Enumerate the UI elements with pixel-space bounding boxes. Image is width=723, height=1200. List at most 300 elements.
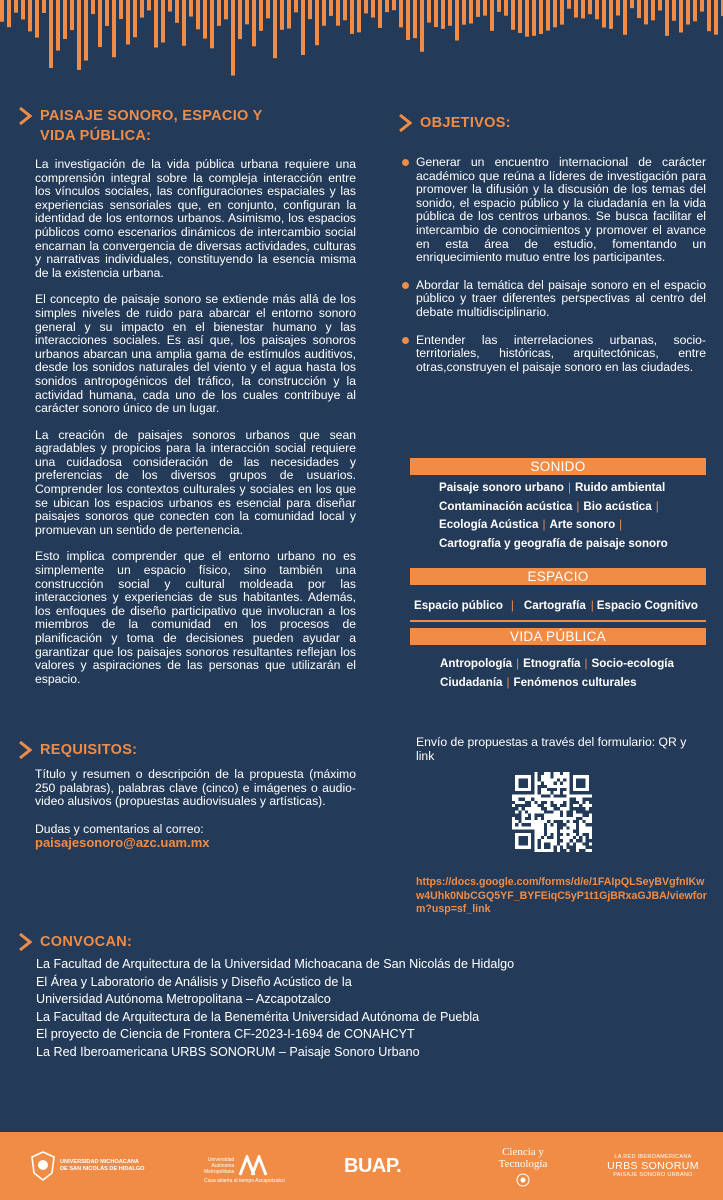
qr-module xyxy=(560,826,563,829)
wave-bar xyxy=(511,0,515,30)
qr-module xyxy=(573,842,576,845)
wave-bar xyxy=(574,0,578,18)
qr-module xyxy=(538,839,541,842)
qr-module xyxy=(579,839,582,842)
qr-module xyxy=(573,798,576,801)
qr-module xyxy=(518,804,521,807)
convocante-line: El proyecto de Ciencia de Frontera CF-2023-I-1694 de CONAHCYT xyxy=(36,1027,415,1042)
qr-module xyxy=(515,804,518,807)
qr-module xyxy=(544,842,547,845)
qr-module xyxy=(560,823,563,826)
submission-text: Envío de propuestas a través del formulario: QR y link xyxy=(416,735,687,763)
qr-module xyxy=(528,814,531,817)
qr-module xyxy=(582,842,585,845)
qr-module xyxy=(541,804,544,807)
vida-publica-topics: Antropología | Etnografía | Socio-ecología Ciudadanía | Fenómenos culturales xyxy=(440,657,674,689)
chevron-right-icon xyxy=(18,933,32,951)
wave-bar xyxy=(497,0,501,12)
wave-bar xyxy=(301,0,305,55)
qr-module xyxy=(579,810,582,813)
qr-module xyxy=(547,846,550,849)
qr-module xyxy=(531,798,534,801)
topic: Contaminación acústica xyxy=(439,499,573,513)
objetivo-item: Generar un encuentro internacional de carácter académico que reúna a líderes de investigación para promover la difusión y la discusión de los temas del sonido, el espacio público y la ciudadanía en la vida pública de los centros urbanos. Se busca facilitar el intercambio de conocimientos y promover el avance en esta área de estudio, fomentando un enriquecimiento mutuo entre los participantes. xyxy=(400,156,706,265)
qr-module xyxy=(560,833,563,836)
umsnh-crest-icon xyxy=(30,1151,56,1181)
contact-label: Dudas y comentarios al correo: xyxy=(35,821,204,836)
qr-module xyxy=(557,839,560,842)
qr-module xyxy=(538,772,541,775)
bullet-dot-icon xyxy=(402,282,409,289)
espacio-band: ESPACIO xyxy=(410,568,706,585)
wave-bar xyxy=(315,0,319,45)
wave-bar xyxy=(329,0,333,16)
convocante-line: El Área y Laboratorio de Análisis y Diseño Acústico de la xyxy=(36,974,352,989)
qr-module xyxy=(573,849,576,852)
qr-module xyxy=(528,801,531,804)
topic: Fenómenos culturales xyxy=(513,675,637,689)
wave-bar xyxy=(217,0,221,26)
qr-module xyxy=(576,833,579,836)
qr-module xyxy=(582,807,585,810)
wave-bar xyxy=(602,0,606,28)
qr-module xyxy=(586,842,589,845)
wave-bar xyxy=(658,0,662,11)
wave-bar xyxy=(392,0,396,10)
qr-module xyxy=(586,814,589,817)
qr-module xyxy=(547,836,550,839)
topic: Paisaje sonoro urbano xyxy=(439,481,564,494)
qr-module xyxy=(518,798,521,801)
wave-bar xyxy=(273,0,277,58)
form-link[interactable]: https://docs.google.com/forms/d/e/1FAIpQLSeyBVgfnIKww4Uhk0NbCGQ5YF_BYFEiqC5yP1t1GjBRxaGJBA/viewform?usp=sf_link xyxy=(416,876,707,915)
qr-module xyxy=(582,814,585,817)
qr-module xyxy=(570,846,573,849)
qr-module xyxy=(582,833,585,836)
qr-module xyxy=(550,836,553,839)
wave-bar xyxy=(126,0,130,44)
wave-bar xyxy=(609,0,613,29)
qr-module xyxy=(538,814,541,817)
uam-emblem-icon xyxy=(238,1155,268,1177)
wave-bar xyxy=(553,0,557,27)
wave-bar xyxy=(567,0,571,9)
qr-module xyxy=(525,810,528,813)
qr-module xyxy=(544,785,547,788)
qr-module xyxy=(522,798,525,801)
qr-module xyxy=(554,849,557,852)
qr-finder xyxy=(518,778,528,788)
wave-bar xyxy=(476,0,480,17)
chevron-right-icon xyxy=(398,114,412,132)
wave-bar xyxy=(665,0,669,36)
qr-module xyxy=(554,846,557,849)
qr-module xyxy=(570,814,573,817)
qr-module xyxy=(528,817,531,820)
objetivos-list xyxy=(400,156,706,388)
wave-bar xyxy=(546,0,550,31)
wave-bar xyxy=(560,0,564,25)
requisitos-heading xyxy=(18,740,137,760)
qr-module xyxy=(576,817,579,820)
qr-module xyxy=(566,810,569,813)
qr-module xyxy=(576,830,579,833)
wave-bar xyxy=(294,0,298,12)
qr-module xyxy=(554,820,557,823)
qr-module xyxy=(557,833,560,836)
wave-bar xyxy=(448,0,452,26)
qr-module xyxy=(557,842,560,845)
qr-module xyxy=(518,814,521,817)
wave-bar xyxy=(175,0,179,23)
qr-module xyxy=(550,775,553,778)
qr-module xyxy=(576,823,579,826)
wave-bar xyxy=(385,0,389,12)
qr-module xyxy=(576,826,579,829)
wave-bar xyxy=(532,0,536,36)
qr-module xyxy=(570,807,573,810)
wave-bar xyxy=(525,0,529,37)
convocante-line: La Red Iberoamericana URBS SONORUM – Paisaje Sonoro Urbano xyxy=(36,1044,420,1059)
qr-module xyxy=(589,823,592,826)
objetivo-item: Abordar la temática del paisaje sonoro en el espacio público y traer diferentes perspectivas al centro del debate multidisciplinario. xyxy=(400,279,706,320)
objetivos-heading xyxy=(398,113,511,133)
wave-bar xyxy=(182,0,186,46)
qr-module xyxy=(563,794,566,797)
qr-module xyxy=(512,810,515,813)
wave-bar xyxy=(133,0,137,37)
wave-bar xyxy=(364,0,368,13)
qr-module xyxy=(566,820,569,823)
bullet-dot-icon xyxy=(402,159,409,166)
wave-bar xyxy=(644,0,648,24)
qr-module xyxy=(541,807,544,810)
chevron-right-icon xyxy=(18,741,32,759)
qr-module xyxy=(586,846,589,849)
qr-module xyxy=(573,801,576,804)
wave-bar xyxy=(483,0,487,16)
topic: Socio-ecología xyxy=(591,657,674,670)
intro-paragraph: La creación de paisajes sonoros urbanos que sean agradables y propicios para la interacción social requiere una cuidadosa consideración de las necesidades y preferencias de los diversos grupos de usuarios. Comprender los contextos culturales y sociales en los que se ubican los espacios urbanos es esencial para diseñar paisajes sonoros que conecten con la comunidad local y promuevan un sentido de pertenencia. xyxy=(35,427,356,537)
intro-paragraph: El concepto de paisaje sonoro se extiende más allá de los simples niveles de ruido para abarcar el entorno sonoro general y su impacto en el bienestar humano y las interacciones sociales. Es así que, los paisajes sonoros urbanos abarcan una amplia gama de estímulos auditivos, desde los sonidos naturales del viento y el agua hasta los sonidos antropogénicos del tráfico, la construcción y la actividad humana, cada uno de los cuales contribuye al carácter sonoro único de un lugar. xyxy=(35,292,356,416)
wave-bar xyxy=(693,0,697,21)
qr-module xyxy=(560,791,563,794)
wave-bar xyxy=(518,0,522,33)
qr-module xyxy=(544,846,547,849)
wave-bar xyxy=(679,0,683,32)
qr-finder xyxy=(576,778,586,788)
qr-module xyxy=(576,820,579,823)
qr-module xyxy=(547,842,550,845)
wave-bar xyxy=(14,0,18,13)
sonido-band: SONIDO xyxy=(410,458,706,475)
qr-module xyxy=(570,804,573,807)
qr-module xyxy=(554,807,557,810)
qr-module xyxy=(541,817,544,820)
qr-module xyxy=(550,823,553,826)
ciencia-tecnologia-logo: Ciencia y Tecnología xyxy=(478,1132,568,1200)
wave-bar xyxy=(231,0,235,76)
qr-module xyxy=(579,807,582,810)
qr-module xyxy=(560,810,563,813)
topic: Cartografía xyxy=(523,599,586,612)
qr-module xyxy=(586,823,589,826)
qr-module xyxy=(538,788,541,791)
wave-bar xyxy=(308,0,312,19)
qr-module xyxy=(586,839,589,842)
convocan-list xyxy=(36,956,596,1062)
wave-bar xyxy=(623,0,627,35)
wave-bar xyxy=(595,0,599,19)
wave-bar xyxy=(700,0,704,12)
qr-module xyxy=(560,839,563,842)
wave-bar xyxy=(651,0,655,20)
topic: Ruido ambiental xyxy=(575,481,666,494)
wave-bar xyxy=(42,0,46,13)
wave-bar xyxy=(63,0,67,39)
intro-paragraph: La investigación de la vida pública urbana requiere una comprensión integral sobre la compleja interacción entre los vínculos sociales, las configuraciones espaciales y las experiencias sensoriales que, en conjunto, configuran la identidad de los entornos urbanos. Asimismo, los espacios públicos como escenarios dinámicos de intercambio social encarnan la convergencia de diversas actividades, culturas y narrativas individuales, constituyendo la esencia misma de la existencia urbana. xyxy=(35,157,356,280)
qr-module xyxy=(557,778,560,781)
wave-bar xyxy=(70,0,74,30)
contact-email-link[interactable]: paisajesonoro@azc.uam.mx xyxy=(35,835,210,851)
qr-module xyxy=(547,820,550,823)
intro-paragraph: Esto implica comprender que el entorno urbano no es simplemente un espacio físico, sino también una construcción social y cultural moldeada por las interacciones y experiencias de sus habitantes. Además, los enfoques de diseño participativo que involucran a los miembros de la comunidad en los procesos de planificación y toma de decisiones pueden ayudar a garantizar que los paisajes sonoros resultantes reflejan los valores y aspiraciones de las personas que utilizarán el espacio. xyxy=(35,549,356,686)
qr-module xyxy=(557,823,560,826)
qr-module xyxy=(512,801,515,804)
qr-module xyxy=(582,798,585,801)
qr-module xyxy=(547,794,550,797)
wave-bar xyxy=(210,0,214,48)
wave-bar xyxy=(462,0,466,25)
qr-module xyxy=(541,772,544,775)
qr-module xyxy=(541,801,544,804)
vida-publica-band: VIDA PÚBLICA xyxy=(410,628,706,645)
qr-module xyxy=(544,794,547,797)
qr-module xyxy=(573,820,576,823)
qr-module xyxy=(557,830,560,833)
qr-module xyxy=(550,791,553,794)
qr-module xyxy=(560,782,563,785)
qr-module xyxy=(515,817,518,820)
qr-module xyxy=(589,807,592,810)
qr-module xyxy=(522,804,525,807)
qr-module xyxy=(560,846,563,849)
intro-title-line1: PAISAJE SONORO, ESPACIO Y xyxy=(40,108,263,124)
qr-module xyxy=(518,817,521,820)
wave-bar xyxy=(266,0,270,18)
qr-module xyxy=(589,839,592,842)
convocante-line: La Facultad de Arquitectura de la Benemérita Universidad Autónoma de Puebla xyxy=(36,1009,480,1024)
wave-bar xyxy=(420,0,424,52)
qr-module xyxy=(544,830,547,833)
soundwave-decoration xyxy=(0,0,723,95)
convocante-line: Universidad Autónoma Metropolitana – Azcapotzalco xyxy=(36,992,331,1007)
intro-title-line2: VIDA PÚBLICA: xyxy=(40,128,152,144)
qr-module xyxy=(522,807,525,810)
wave-bar xyxy=(119,0,123,19)
qr-module xyxy=(579,849,582,852)
topic: Espacio Cognitivo xyxy=(596,599,698,612)
topic: Antropología xyxy=(440,657,513,670)
wave-bar xyxy=(105,0,109,26)
chevron-right-icon xyxy=(18,107,32,125)
qr-module xyxy=(528,804,531,807)
wave-bar xyxy=(189,0,193,17)
requisitos-text: Título y resumen o descripción de la propuesta (máximo 250 palabras), palabras clave (cinco) e imágenes o audio-video alusivos (propuestas audiovisuales y artísticas). xyxy=(35,767,356,809)
qr-code[interactable] xyxy=(512,772,592,852)
qr-module xyxy=(560,814,563,817)
qr-module xyxy=(573,846,576,849)
wave-bar xyxy=(259,0,263,31)
qr-module xyxy=(560,788,563,791)
qr-module xyxy=(570,849,573,852)
wave-bar xyxy=(630,0,634,8)
qr-module xyxy=(570,801,573,804)
requisitos-body xyxy=(35,768,356,850)
wave-bar xyxy=(0,0,4,22)
qr-module xyxy=(560,804,563,807)
wave-bar xyxy=(441,0,445,29)
requisitos-title: REQUISITOS: xyxy=(40,742,138,758)
qr-module xyxy=(573,807,576,810)
wave-bar xyxy=(168,0,172,12)
qr-module xyxy=(582,820,585,823)
qr-module xyxy=(550,810,553,813)
qr-module xyxy=(541,785,544,788)
wave-bar xyxy=(49,0,53,68)
topic: Ecología Acústica xyxy=(439,518,539,531)
seal-icon xyxy=(516,1173,530,1187)
wave-bar xyxy=(539,0,543,34)
wave-bar xyxy=(161,0,165,43)
espacio-topics: Espacio público | Cartografía | Espacio Cognitivo xyxy=(414,599,698,612)
wave-bar xyxy=(714,0,718,35)
qr-module xyxy=(579,817,582,820)
qr-module xyxy=(563,804,566,807)
qr-module xyxy=(570,810,573,813)
qr-module xyxy=(525,801,528,804)
wave-bar xyxy=(343,0,347,20)
qr-module xyxy=(563,849,566,852)
intro-heading xyxy=(18,106,263,146)
wave-bar xyxy=(84,0,88,61)
qr-module xyxy=(570,839,573,842)
wave-bar xyxy=(455,0,459,40)
qr-module xyxy=(550,801,553,804)
wave-bar xyxy=(224,0,228,19)
wave-bar xyxy=(707,0,711,31)
convocan-title: CONVOCAN: xyxy=(40,934,133,950)
qr-module xyxy=(557,836,560,839)
qr-module xyxy=(563,801,566,804)
qr-module xyxy=(566,846,569,849)
qr-module xyxy=(566,842,569,845)
qr-module xyxy=(538,791,541,794)
qr-module xyxy=(586,798,589,801)
topic: Arte sonoro xyxy=(549,518,616,531)
qr-module xyxy=(512,814,515,817)
wave-bar xyxy=(245,0,249,24)
qr-module xyxy=(538,785,541,788)
qr-module xyxy=(566,826,569,829)
uam-logo: Universidad Autónoma Metropolitana Casa abierta al tiempo Azcapotzalco xyxy=(204,1157,285,1184)
qr-module xyxy=(550,788,553,791)
qr-module xyxy=(557,807,560,810)
qr-module xyxy=(538,778,541,781)
qr-module xyxy=(534,817,537,820)
wave-bar xyxy=(98,0,102,47)
qr-module xyxy=(544,823,547,826)
wave-bar xyxy=(406,0,410,40)
wave-bar xyxy=(21,0,25,19)
qr-module xyxy=(550,833,553,836)
qr-module xyxy=(515,807,518,810)
qr-module xyxy=(560,794,563,797)
wave-bar xyxy=(196,0,200,29)
qr-module xyxy=(554,794,557,797)
qr-module xyxy=(544,826,547,829)
qr-module xyxy=(544,807,547,810)
qr-module xyxy=(579,836,582,839)
qr-module xyxy=(538,775,541,778)
wave-bar xyxy=(280,0,284,30)
qr-module xyxy=(560,772,563,775)
wave-bar xyxy=(28,0,32,31)
wave-bar xyxy=(336,0,340,26)
qr-module xyxy=(541,782,544,785)
qr-module xyxy=(563,788,566,791)
qr-module xyxy=(560,849,563,852)
wave-bar xyxy=(35,0,39,38)
umsnh-logo: UNIVERSIDAD MICHOACANA DE SAN NICOLÁS DE HIDALGO xyxy=(30,1132,170,1200)
wave-bar xyxy=(154,0,158,47)
qr-module xyxy=(573,830,576,833)
qr-module xyxy=(586,836,589,839)
qr-module xyxy=(586,810,589,813)
qr-module xyxy=(525,823,528,826)
qr-module xyxy=(541,814,544,817)
wave-bar xyxy=(504,0,508,16)
qr-module xyxy=(541,836,544,839)
qr-module xyxy=(557,820,560,823)
qr-module xyxy=(589,810,592,813)
qr-module xyxy=(538,842,541,845)
qr-module xyxy=(554,788,557,791)
wave-bar xyxy=(413,0,417,38)
wave-bar xyxy=(490,0,494,31)
objetivos-title: OBJETIVOS: xyxy=(420,115,511,131)
wave-bar xyxy=(112,0,116,57)
qr-module xyxy=(566,833,569,836)
qr-module xyxy=(586,833,589,836)
qr-module xyxy=(518,820,521,823)
topic: Bio acústica xyxy=(583,499,652,513)
urbs-sonorum-logo: LA RED IBEROAMERICANA URBS SONORUM PAISAJE SONORO URBANO xyxy=(607,1154,699,1178)
qr-module xyxy=(544,833,547,836)
qr-module xyxy=(518,810,521,813)
qr-module xyxy=(515,823,518,826)
wave-bar xyxy=(399,0,403,27)
sonido-topics: Paisaje sonoro urbano | Ruido ambiental Contaminación acústica | Bio acústica | Ecología Acústica | Arte sonoro | Cartografía y geografía de paisaje sonoro xyxy=(439,481,668,550)
wave-bar xyxy=(672,0,676,21)
qr-module xyxy=(528,823,531,826)
qr-module xyxy=(566,814,569,817)
wave-bar xyxy=(287,0,291,29)
footer-logos xyxy=(0,1132,723,1200)
qr-module xyxy=(538,804,541,807)
wave-bar xyxy=(378,0,382,28)
wave-bar xyxy=(427,0,431,23)
